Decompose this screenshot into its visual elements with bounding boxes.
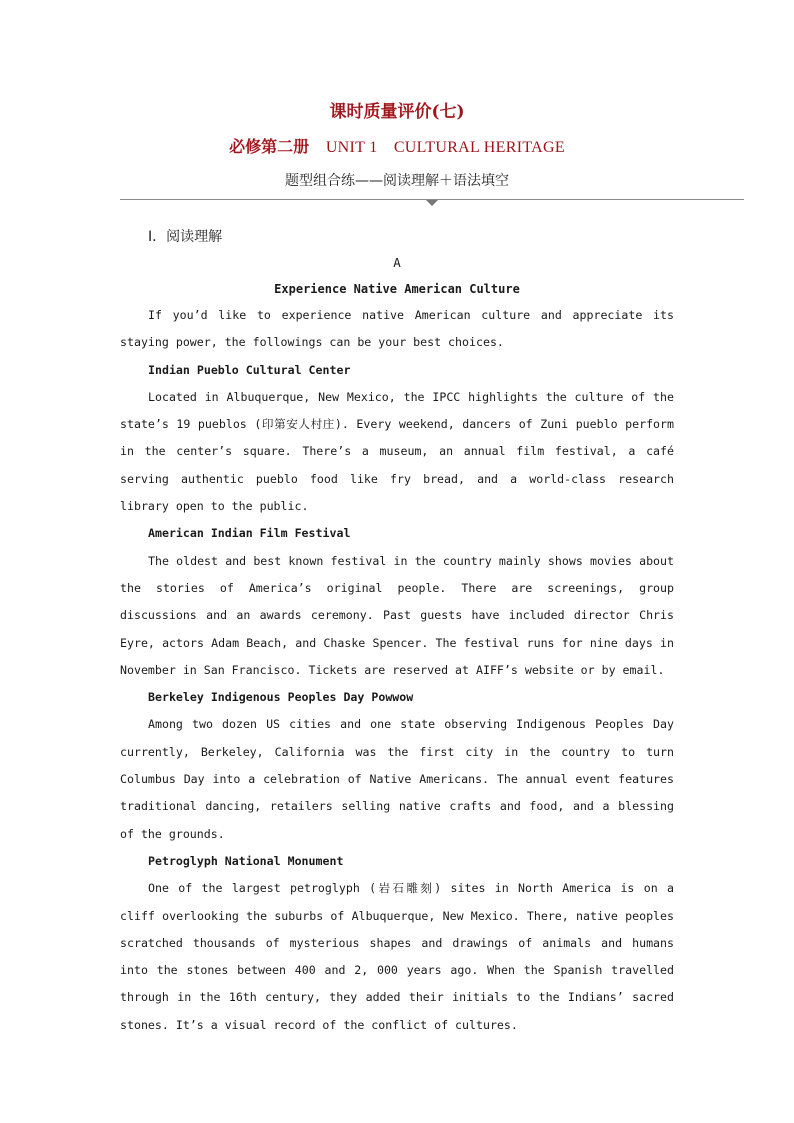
page-subtitle: [0, 134, 794, 157]
item-heading: Berkeley Indigenous Peoples Day Powwow: [148, 690, 414, 705]
passage-title: Experience Native American Culture: [274, 282, 520, 296]
passage-intro: If you’d like to experience native American culture and appreciate its staying power, the followings can be your best choices.: [120, 308, 674, 350]
item-heading: American Indian Film Festival: [148, 526, 351, 541]
passage-letter: A: [393, 255, 401, 270]
task-type: 题型组合练——阅读理解＋语法填空: [285, 173, 509, 189]
item-text: Located in Albuquerque, New Mexico, the IPCC highlights the culture of the state’s 19 pueblos (印第安人村庄). Every weekend, dancers of Zuni pueblo perform in the center’s square. There’s a museum, an annual film festival, a café serving authentic pueblo food like fry bread, and a world-class research library open to the public.: [120, 389, 674, 514]
section-heading: Ⅰ．阅读理解: [148, 229, 223, 245]
subtitle-unit: UNIT 1 CULTURAL HERITAGE: [325, 139, 565, 156]
passage-body: [120, 302, 674, 1039]
item-text: Among two dozen US cities and one state observing Indigenous Peoples Day currently, Berkeley, California was the first city in the country to turn Columbus Day into a celebration of Native Americans. The annual event features traditional dancing, retailers selling native crafts and food, and a blessing of the grounds.: [120, 717, 674, 841]
item-text: The oldest and best known festival in the country mainly shows movies about the stories of America’s original people. There are screenings, group discussions and an awards ceremony. Past guests have included director Chris Eyre, actors Adam Beach, and Chaske Spencer. The festival runs for nine days in November in San Francisco. Tickets are reserved at AIFF’s website or by email.: [120, 553, 674, 677]
item-heading: Petroglyph National Monument: [148, 853, 344, 868]
item-heading: Indian Pueblo Cultural Center: [148, 362, 351, 377]
item-text: One of the largest petroglyph (岩石雕刻) sites in North America is on a cliff overlooking the suburbs of Albuquerque, New Mexico. There, native peoples scratched thousands of mysterious shapes and drawings of animals and humans into the stones between 400 and 2, 000 years ago. When the Spanish travelled through in the 16th century, they added their initials to the Indians’ sacred stones. It’s a visual record of the conflict of cultures.: [120, 881, 674, 1032]
subtitle-prefix: 必修第二册: [229, 137, 310, 156]
divider-triangle-icon: [426, 200, 438, 206]
page-title: 课时质量评价(七): [329, 102, 465, 122]
